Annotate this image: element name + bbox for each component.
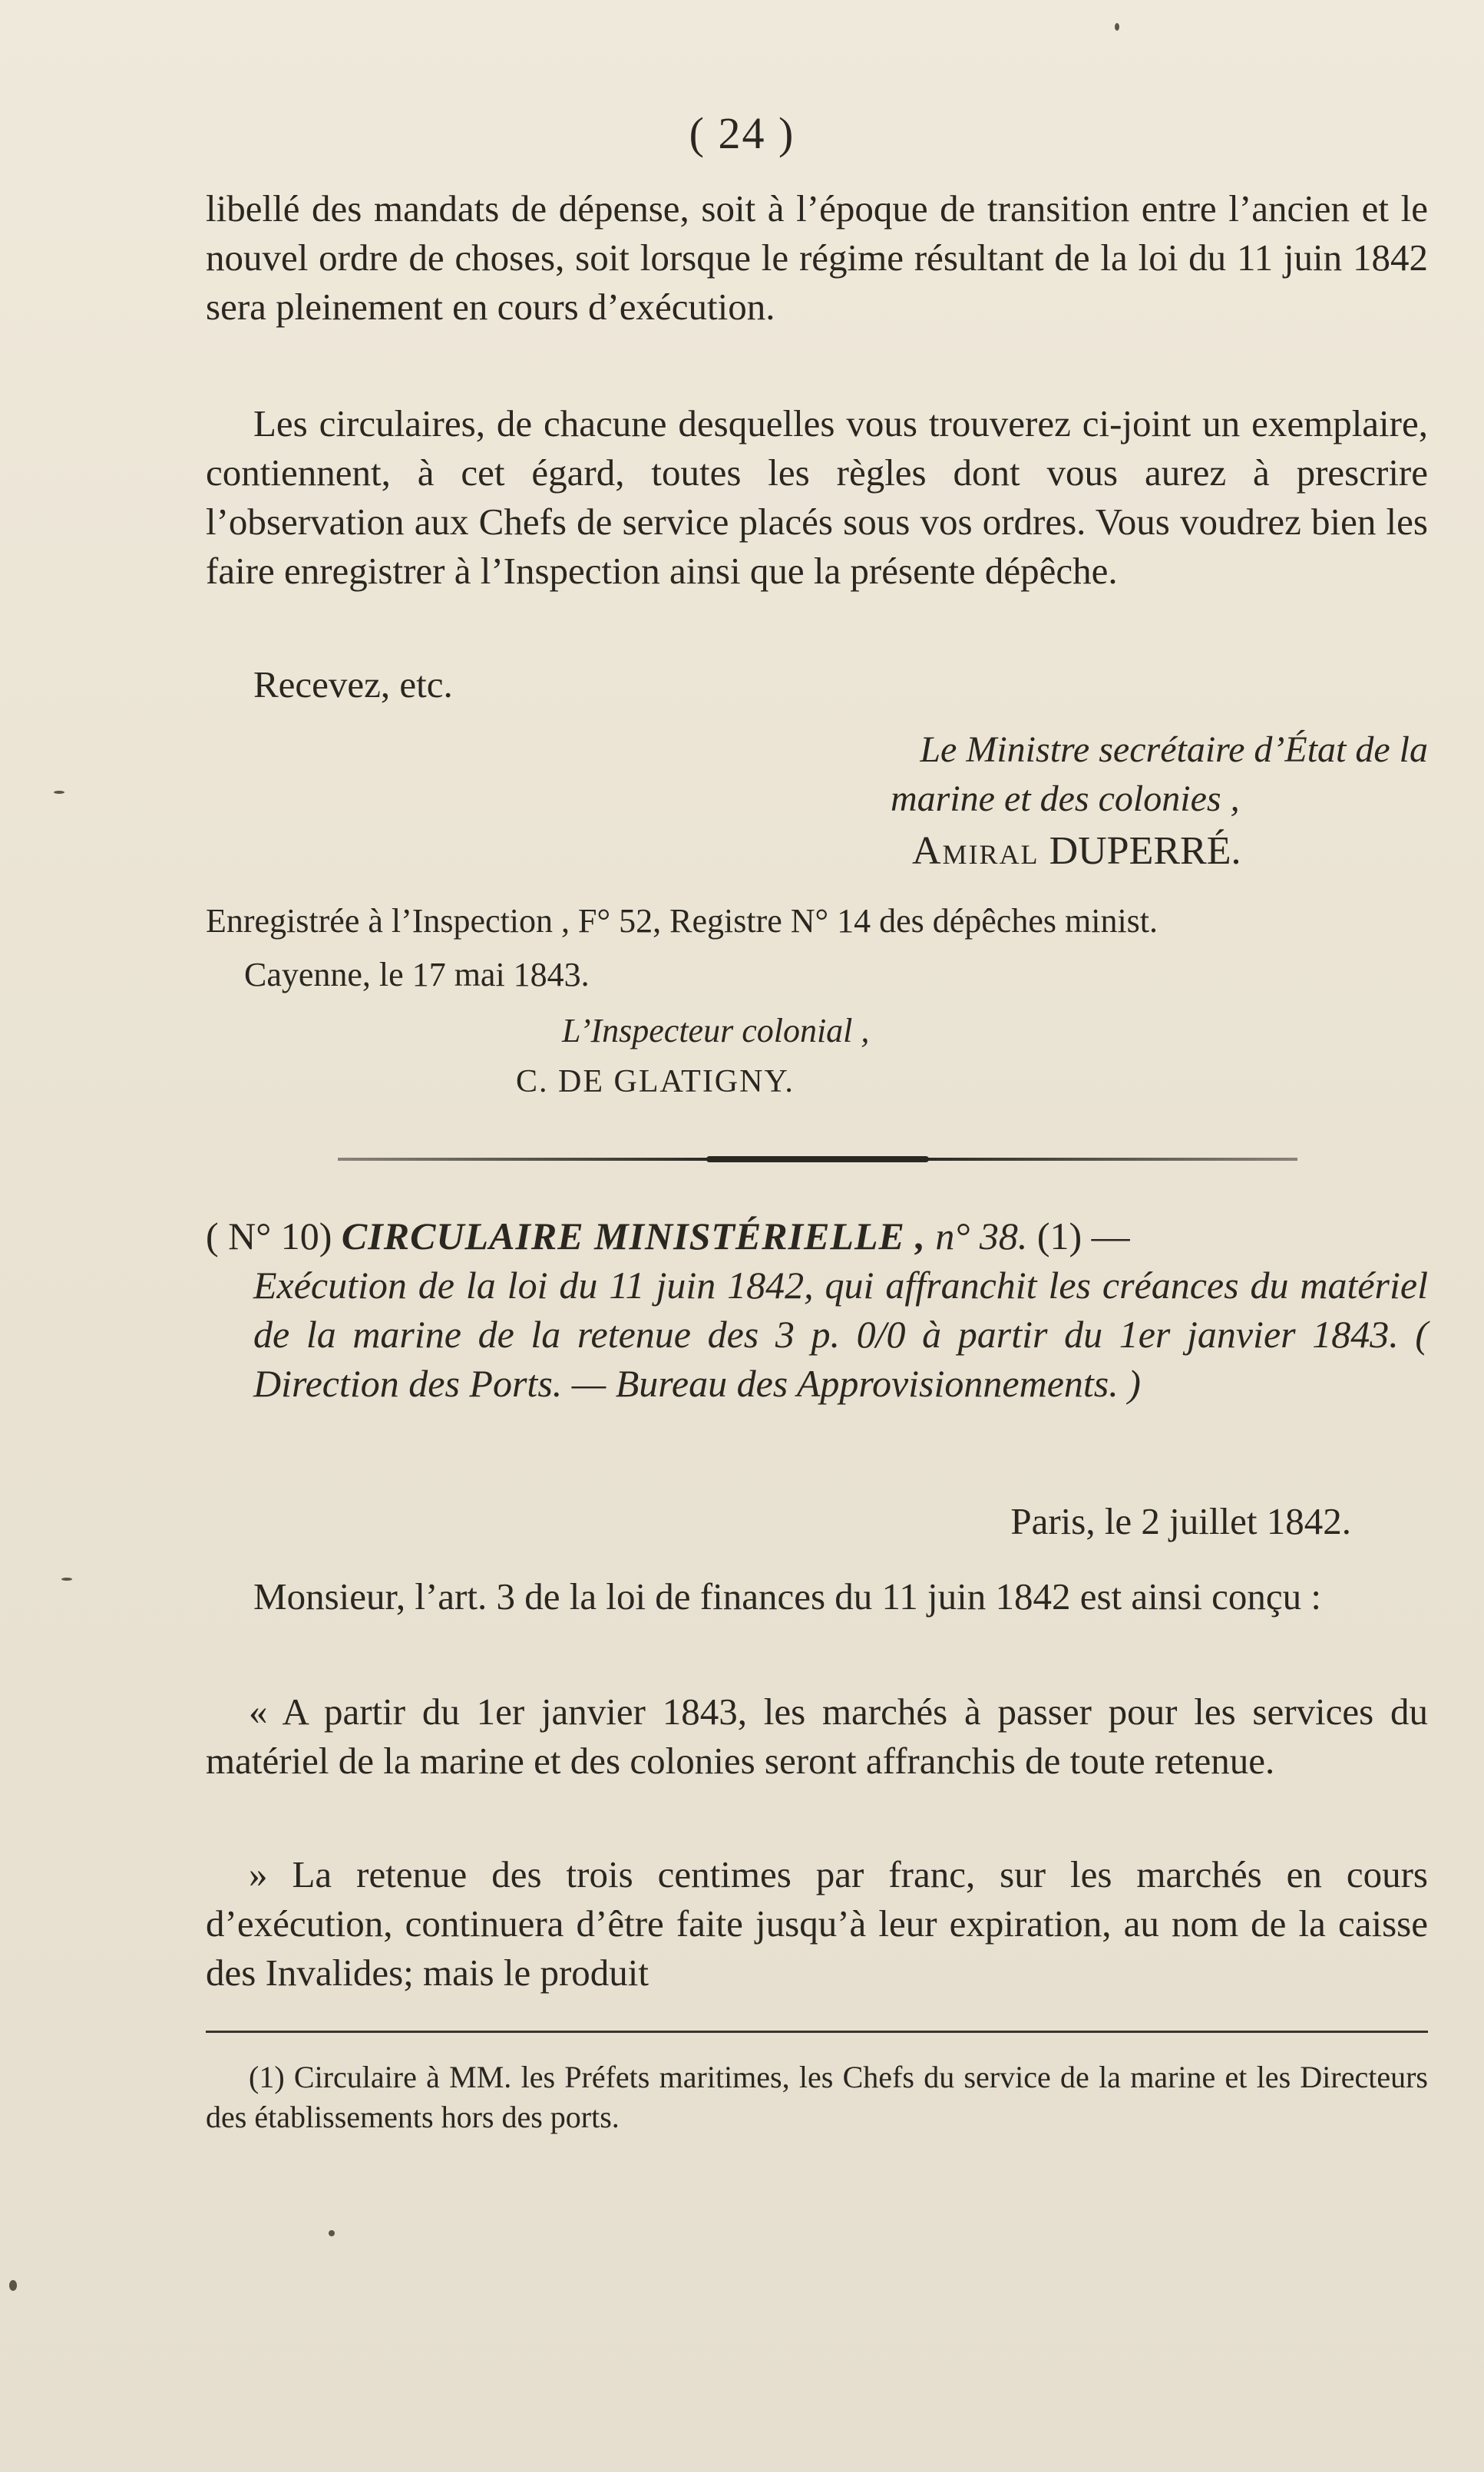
- circular-no: n° 38.: [935, 1215, 1028, 1257]
- closing-text: Recevez, etc.: [253, 663, 453, 706]
- footnote-rule: [206, 2031, 1428, 2033]
- continuation-paragraph: [206, 184, 1428, 332]
- inspector-title: L’Inspecteur colonial ,: [562, 1012, 870, 1049]
- body-paragraph-2: [206, 1687, 1428, 1786]
- circular-number-prefix: ( N°: [206, 1215, 281, 1257]
- paragraph-text: » La retenue des trois centimes par franc, sur les marchés en cours d’exécution, continuera d’être faite jusqu’à leur expiration, au nom de la caisse des Invalides; mais le produit: [206, 1853, 1428, 1994]
- paragraph-text: « A partir du 1er janvier 1843, les marchés à passer pour les services du matériel de la marine et des colonies seront affranchis de toute retenue.: [206, 1690, 1428, 1782]
- paper-speck: [1115, 23, 1119, 31]
- signature-rank: Amiral: [912, 829, 1039, 873]
- circular-number: 10: [280, 1215, 319, 1257]
- paragraph-text: Monsieur, l’art. 3 de la loi de finances du 11 juin 1842 est ainsi conçu :: [253, 1575, 1322, 1618]
- footnote-text: (1) Circulaire à MM. les Préfets maritimes, les Chefs du service de la marine et les Directeurs des établissements hors des ports.: [206, 2060, 1428, 2134]
- inspector-name: C. DE GLATIGNY.: [516, 1064, 795, 1099]
- circular-number-suffix: ): [319, 1215, 342, 1257]
- closing-formula: [206, 660, 1428, 709]
- paper-speck: [61, 1578, 72, 1581]
- circular-heading: [206, 1211, 1428, 1408]
- signature-name: [912, 828, 1434, 875]
- section-separator-rule: [338, 1158, 1297, 1161]
- circular-place-date: Paris, le 2 juillet 1842.: [1010, 1500, 1351, 1542]
- body-paragraph-3: [206, 1850, 1428, 1998]
- paper-speck: [329, 2230, 335, 2236]
- circular-title: CIRCULAIRE MINISTÉRIELLE ,: [341, 1215, 926, 1257]
- registration-place-date: Cayenne, le 17 mai 1843.: [244, 956, 590, 993]
- registration-line: Enregistrée à l’Inspection , F° 52, Registre N° 14 des dépêches minist.: [206, 902, 1158, 940]
- page-number: ( 24 ): [689, 108, 795, 158]
- body-paragraph-1: [206, 1572, 1428, 1621]
- paragraph-text: Les circulaires, de chacune desquelles vous trouverez ci-joint un exemplaire, contiennent, à cet égard, toutes les règles dont vous aurez à prescrire l’observation aux Chefs de service placés sous vos ordres. Vous voudrez bien les faire enregistrer à l’Inspection ainsi que la présente dépêche.: [206, 402, 1428, 592]
- paper-speck: [9, 2280, 17, 2291]
- circulaires-paragraph: [206, 399, 1428, 596]
- signature-title-line-1: Le Ministre secrétaire d’État de la: [920, 729, 1428, 770]
- footnote: [206, 2057, 1428, 2137]
- footnote-reference: (1) —: [1027, 1215, 1130, 1257]
- paper-speck: [54, 791, 64, 794]
- signature-title-line-2: marine et des colonies ,: [891, 778, 1240, 819]
- circular-description: Exécution de la loi du 11 juin 1842, qui affranchit les créances du matériel de la marine de la retenue des 3 p. 0/0 à partir du 1er janvier 1843. ( Direction des Ports. — Bureau des Approvisionnements. ): [253, 1264, 1428, 1405]
- paragraph-text: libellé des mandats de dépense, soit à l’époque de transition entre l’ancien et le nouvel ordre de choses, soit lorsque le régime résultant de la loi du 11 juin 1842 sera pleinement en cours d’exécution.: [206, 187, 1428, 328]
- signature-surname: DUPERRÉ.: [1049, 829, 1241, 873]
